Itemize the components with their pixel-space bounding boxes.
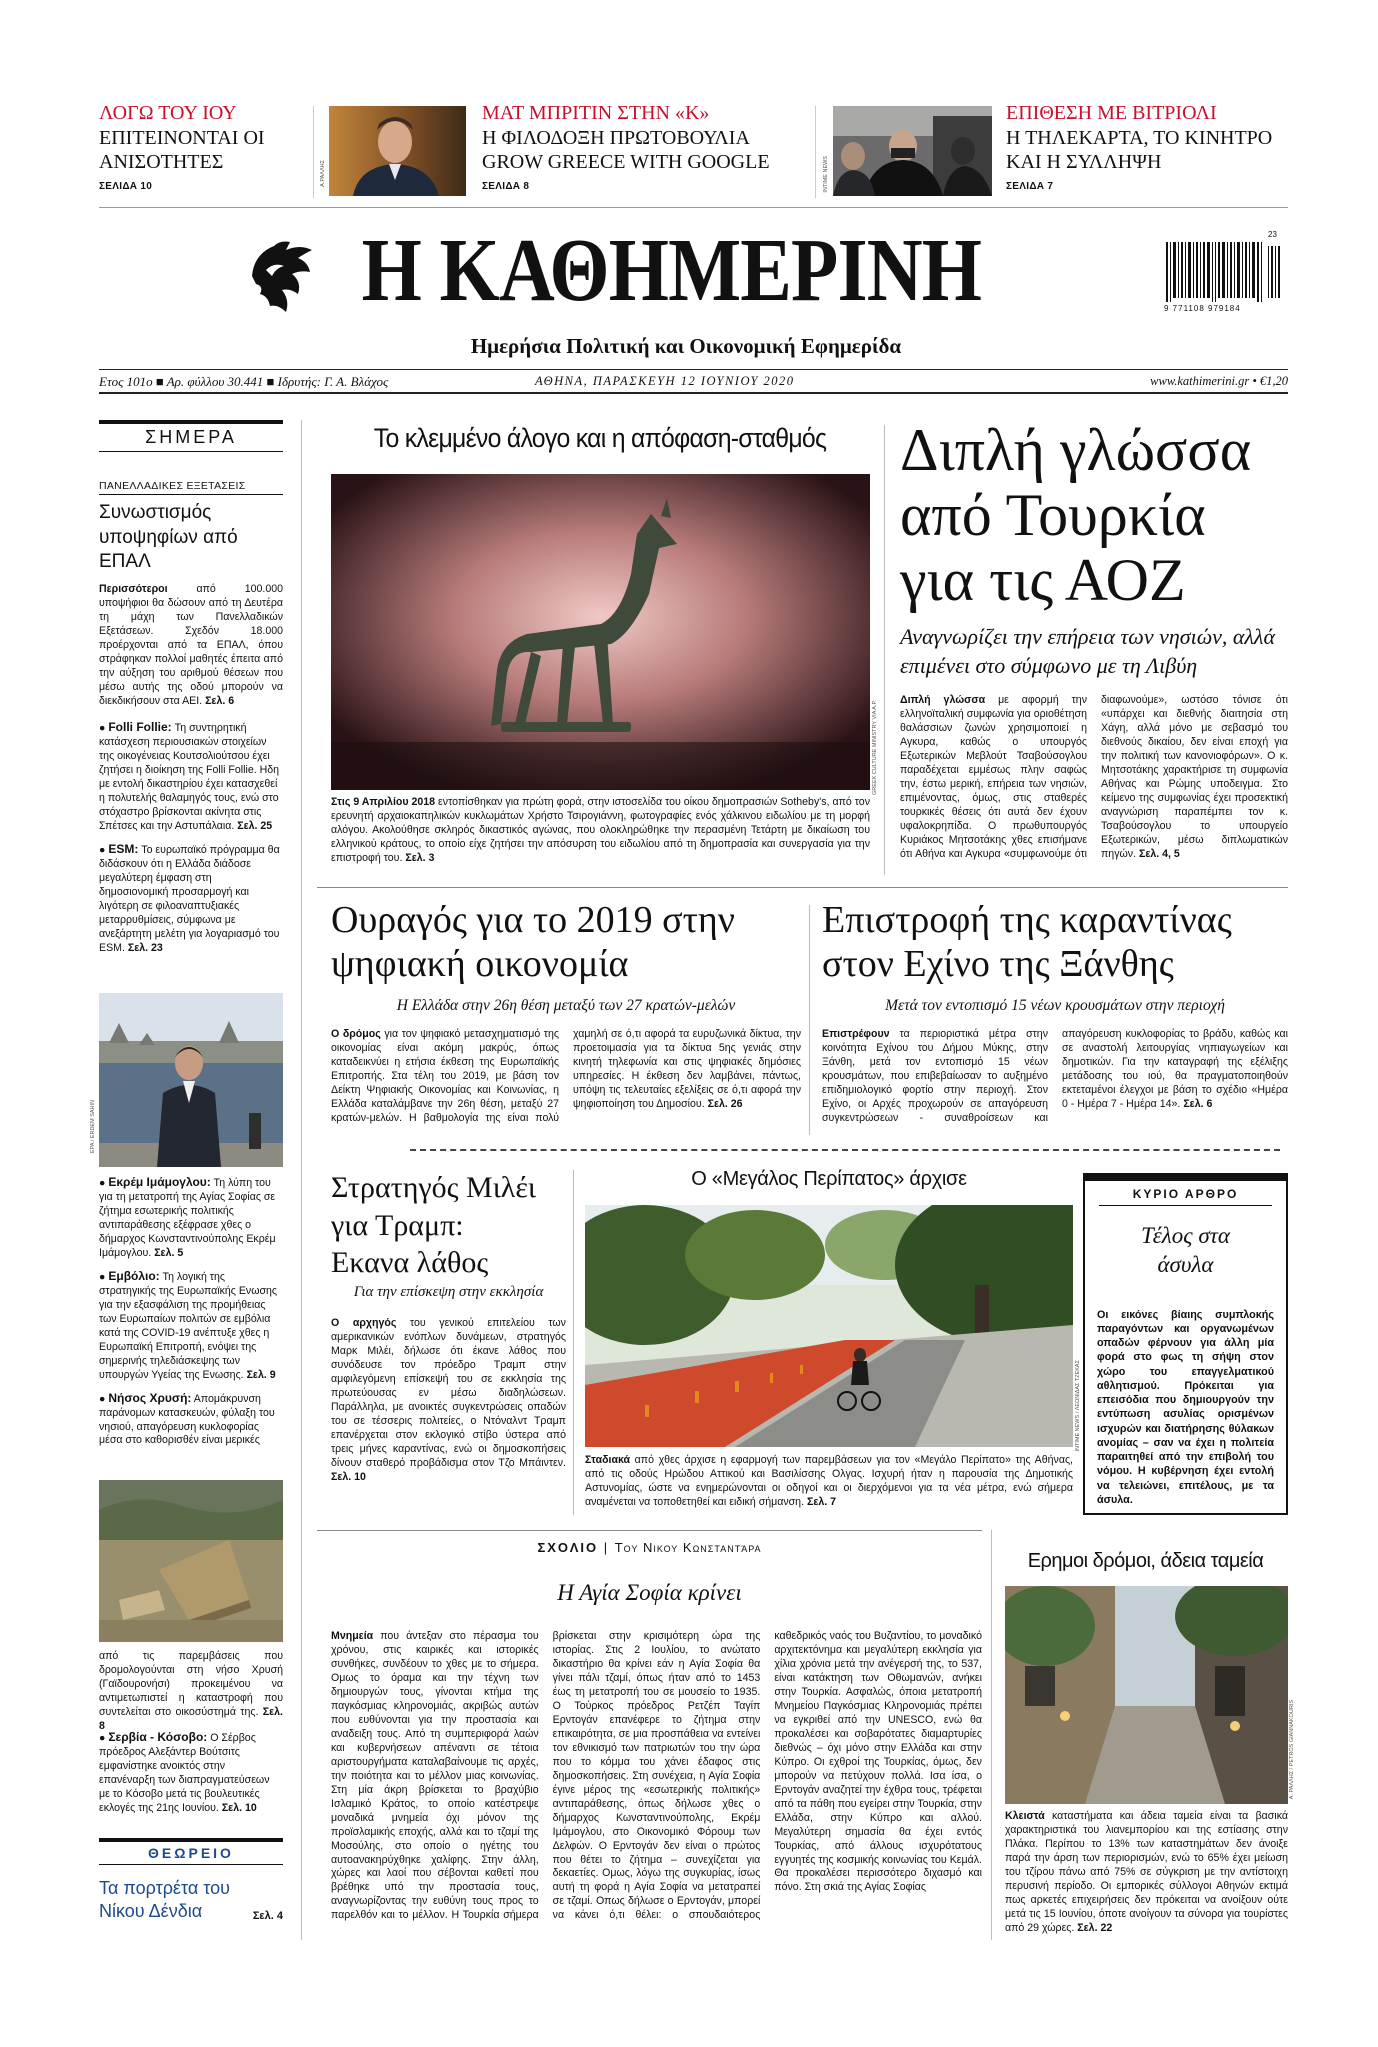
masthead-subtitle: Ημερήσια Πολιτική και Οικονομική Εφημερίδα: [470, 334, 902, 358]
theorio-ref: Σελ. 4: [252, 1909, 283, 1922]
plaka-image: [1005, 1586, 1288, 1804]
site-price[interactable]: www.kathimerini.gr • €1,20: [1150, 374, 1288, 388]
teaser-3[interactable]: [1006, 103, 1296, 192]
photo-credit: GREEK CULTURE MINISTRY VIA A.P.: [872, 700, 878, 795]
barcode-issue: 23: [1268, 230, 1277, 239]
echinos-subheadline: Μετά τον εντοπισμό 15 νέων κρουσμάτων στην περιοχή: [885, 997, 1225, 1014]
bullet-chrysi[interactable]: ● Νήσος Χρυσή: Απομάκρυνση παράνομων κατασκευών, φύλαξη του νησιού, απαγόρευση κυκλοφορίας μέσα στο καθορισθέν είναι μερικές: [99, 1390, 275, 1447]
teaser-photo-brittin[interactable]: [329, 106, 466, 196]
theorio-title: Τα πορτρέτα του Νίκου Δένδια: [99, 1878, 230, 1922]
imamoglu-image: [99, 993, 283, 1167]
photo-credit: INTIME NEWS / ΛΕΩΝΙΔΑΣ ΤΖΕΚΑΣ: [1075, 1360, 1081, 1452]
walk-caption: Σταδιακά από χθες άρχισε η εφαρμογή των παρεμβάσεων για τον «Μεγάλο Περίπατο» της Αθήνας, από τις οδούς Ηρώδου Αττικού και Βασιλίσσης Ολγας. Ισχυρή ήταν η παρουσία της Δημοτικής Αστυνομίας, ώστε να ενημερώνονται οι οδηγοί και οι διερχόμενοι για τα νέα μέτρα, ενώ σήμερα αναμένεται να τοποθετηθεί και ειδική σήμανση. Σελ. 7: [585, 1454, 1073, 1508]
griffin-logo-icon: [246, 236, 318, 316]
masthead-title: Η ΚΑΘΗΜΕΡΙΝΗ: [361, 221, 982, 320]
teaser-page: ΣΕΛΙΔΑ 8: [482, 180, 530, 192]
bullet-serbia[interactable]: ● Σερβία - Κόσοβο: Ο Σέρβος πρόεδρος Αλεξάντερ Βούτσιτς εμφανίστηκε ανοικτός στην επανέναρξη των διαπραγματεύσεων με το Κόσοβο μετά τις βουλευτικές εκλογές της 21ης Ιουνίου. Σελ. 10: [99, 1730, 270, 1814]
teaser-title: ΕΠΙΤΕΙΝΟΝΤΑΙ ΟΙ ΑΝΙΣΟΤΗΤΕΣ: [99, 127, 265, 174]
teaser-1[interactable]: [99, 103, 299, 192]
photo-credit: Α.ΡΑΛΛΗΣ: [320, 160, 326, 187]
chrysi-image: [99, 1480, 283, 1642]
barcode-number: 9 771108 979184: [1164, 304, 1241, 313]
comment-author: Του Νικου Κωνσταντάρα: [614, 1540, 762, 1555]
editorial-title: Τέλος στα άσυλα: [1141, 1223, 1230, 1277]
editorial-box[interactable]: [1083, 1173, 1288, 1515]
arrest-image: [833, 106, 992, 196]
milley-body: Ο αρχηγός του γενικού επιτελείου των αμερικανικών ενόπλων δυνάμεων, στρατηγός Μαρκ Μιλέι, δήλωσε ότι έκανε λάθος που συνόδευσε τον πρόεδρο Τραμπ στην αμφιλεγόμενη επίσκεψή του σε εκκλησία της πρωτεύουσας εν μέσω διαδηλώσεων. Παράλληλα, με ανοικτές συγκεντρώσεις οπαδών του σε τέσσερις πολιτείες, ο Ντόναλντ Τραμπ επανέρχεται στον εκλογικό στίβο ύστερα από τρεις μήνες καραντίνας, ενώ οι δημοσκοπήσεις δίνουν σταθερό προβάδισμα στον Τζο Μπάιντεν. Σελ. 10: [331, 1317, 566, 1483]
horse-caption: Στις 9 Απριλίου 2018 εντοπίσθηκαν για πρώτη φορά, στην ιστοσελίδα του οίκου δημοπρασιών Sotheby's, από τον ερευνητή αρχαιοκαπηλικών κυκλωμάτων Χρήστο Τσιρογιάννη, φωτογραφίες ενός χάλκινου ειδωλίου με τη μορφή αλόγου. Ακολούθησε σκληρός δικαστικός αγώνας, που ολοκληρώθηκε την περασμένη Τετάρτη με δικαίωση του ελληνικού κράτους, το οποίο είχε ζητήσει την απόσυρση του ειδωλίου από τη δημοπρασία και συνεργασία για την επιστροφή του. Σελ. 3: [331, 796, 870, 864]
comment-header: ΣΧΟΛΙΟ | Του Νικου Κωνσταντάρα: [537, 1540, 762, 1555]
comment-label: ΣΧΟΛΙΟ: [537, 1540, 599, 1555]
teaser-title: Η ΦΙΛΟΔΟΞΗ ΠΡΩΤΟΒΟΥΛΙΑ GROW GREECE WITH GOOGLE: [482, 127, 770, 174]
lead-body: Διπλή γλώσσα με αφορμή την ελληνοϊταλική συμφωνία για οριοθέτηση θαλάσσιων ζωνών χρησιμοποιεί η Αγκυρα, καθώς ο υπουργός Εξωτερικών Μεβλούτ Τσαβούσογλου παραδέχεται εμμέσως πλην σαφώς την, έστω μερική, επήρεια των νησιών, επιμένοντας, όμως, στις σταθερές τουρκικές θέσεις ότι αυτά δεν έχουν υφαλοκρηπίδα. Ο πρωθυπουργός Κυριάκος Μητσοτάκης χθες επισήμανε ότι Αθήνα και Αγκυρα «συμφωνούμε ότι διαφωνούμε», ωστόσο τόνισε ότι «υπάρχει και διεθνής διαιτησία στη Χάγη, αλλά μόνο με σεβασμό του διεθνούς δικαίου, δεν είναι εποχή για την πολιτική των κανονιοφόρων». Ο κ. Μητσοτάκης χαρακτήρισε τη συμφωνία Αθήνας και Ρώμης υποδειγμα. Στο κείμενο της συμφωνίας έχει προσεκτική αναγνώριση παραπέμπει τον κ. Τσαβούσογλου το υπουργείο Εξωτερικών, μέσω διπλωματικών πηγών. Σελ. 4, 5: [900, 694, 1288, 860]
lead-body: από 100.000 υποψήφιοι θα δώσουν από τη Δευτέρα τη μάχη των Πανελλαδικών Εξετάσεων. Σχεδόν 18.000 προέρχονται από τα ΕΠΑΛ, όπου στράφηκαν πολλοί μαθητές έπειτα από την αύξηση του αριθμού θέσεων που μέσω αυτής της οδού μπορούν να διεκδικήσουν στα ΑΕΙ.: [99, 583, 283, 707]
teaser-page: ΣΕΛΙΔΑ 7: [1006, 180, 1054, 192]
bullet-folli[interactable]: ● Folli Follie: Τη συντηρητική κατάσχεση περιουσιακών στοιχείων της οικογένειας Κουτσολιούτσου έχει ζητήσει η διοίκηση της Folli Follie. Ηδη με εντολή δικαστηρίου έχει κατασχεθεί η πολυτελής θαλαμηγός τους, ενώ στο στόχαστρο βρίσκονται ακίνητα στις Σπέτσες και την Αστυπάλαια. Σελ. 25: [99, 720, 280, 832]
digital-body: Ο δρόμος για τον ψηφιακό μετασχηματισμό της οικονομίας είναι ακόμη μακρύς, όπως καταδεικνύει η ετήσια έκθεση της Ευρωπαϊκής Επιτροπής. Στα τέλη του 2019, με βάση τον Δείκτη Ψηφιακής Οικονομίας και Κοινωνίας, η Ελλάδα καταλάμβανε την 26η θέση, μεταξύ 27 κρατών-μελών. Η βαθμολογία της είναι πολύ χαμηλή σε ό,τι αφορά τα ευρυζωνικά δίκτυα, την προετοιμασία για τα δίκτυα 5ης γενιάς στην κινητή τηλεφωνία και στις ψηφιακές δημόσιες υπηρεσίες. Η έκθεση δεν λαμβάνει, πάντως, υπόψη τις τελευταίες εξελίξεις σε ό,τι αφορά την ψηφιοποίηση του Δημοσίου. Σελ. 26: [331, 1028, 801, 1124]
editorial-body: Οι εικόνες βίαιης συμπλοκής παραγόντων και οργανωμένων οπαδών φέρνουν για άλλη μία φορά στο φως τη σήψη στον χώρο του επαγγελματικού αθλητισμού. Πρόκειται για επεισόδια που δημιουργούν την εντύπωση ασυλίας ορισμένων ισχυρών και διατήρησης θύλακων ανομίας – σαν να έχει η πολιτεία παραιτηθεί από την επιβολή του νόμου. Η κυβέρνηση έχει εντολή να τελειώνει, επιτέλους, με τα άσυλα.: [1097, 1308, 1274, 1506]
walk-image: [585, 1205, 1073, 1447]
walk-photo[interactable]: [585, 1205, 1073, 1447]
teaser-title: Η ΤΗΛΕΚΑΡΤΑ, ΤΟ ΚΙΝΗΤΡΟ ΚΑΙ Η ΣΥΛΛΗΨΗ: [1006, 127, 1273, 174]
horse-photo[interactable]: [331, 474, 870, 790]
lead-headline[interactable]: Διπλή γλώσσα από Τουρκία για τις ΑΟΖ: [900, 417, 1252, 613]
teaser-2[interactable]: [482, 103, 804, 192]
bullet-imamoglu[interactable]: ● Εκρέμ Ιμάμογλου: Τη λύπη του για τη μετατροπή της Αγίας Σοφίας σε ζήτημα εσωτερικής πολιτικής αντιπαράθεσης εξέφρασε χθες ο δήμαρχος Κωνσταντινούπολης Εκρέμ Ιμάμογλου. Σελ. 5: [99, 1175, 276, 1259]
photo-credit: EPA / ERDEM SAHIN: [90, 1100, 96, 1154]
horse-image: [331, 474, 870, 790]
barcode: [1164, 230, 1284, 324]
left-bullets-2: [99, 1175, 283, 1448]
lead-title[interactable]: Συνωστισμός υποψηφίων από ΕΠΑΛ: [99, 502, 238, 573]
teaser-photo-arrest[interactable]: [833, 106, 992, 196]
photo-credit: A. ΡΑΛΛΗΣ / PETROS GIANNAKOURIS: [1289, 1700, 1295, 1800]
issue-date: ΑΘΗΝΑ, ΠΑΡΑΣΚΕΥΗ 12 ΙΟΥΝΙΟΥ 2020: [535, 374, 795, 388]
kicker: ΠΑΝΕΛΛΑΔΙΚΕΣ ΕΞΕΤΑΣΕΙΣ: [99, 480, 283, 495]
photo-credit: INTIME NEWS: [823, 156, 829, 193]
lead-text: [99, 583, 283, 709]
echinos-headline[interactable]: Επιστροφή της καραντίνας στον Εχίνο της Ξάνθης: [822, 899, 1232, 986]
milley-headline[interactable]: Στρατηγός Μιλέι για Τραμπ: Εκανα λάθος: [331, 1171, 537, 1279]
teaser-kicker: ΛΟΓΩ ΤΟΥ ΙΟΥ: [99, 102, 237, 124]
section-header-today: ΣΗΜΕΡΑ: [145, 427, 237, 447]
digital-headline[interactable]: Ουραγός για το 2019 στην ψηφιακή οικονομία: [331, 899, 735, 986]
walk-title[interactable]: Ο «Μεγάλος Περίπατος» άρχισε: [691, 1168, 967, 1190]
teaser-kicker: ΜΑΤ ΜΠΡΙΤΙΝ ΣΤΗΝ «Κ»: [482, 102, 710, 124]
editorial-header: ΚΥΡΙΟ ΑΡΘΡΟ: [1099, 1181, 1272, 1206]
imamoglu-photo[interactable]: [99, 993, 283, 1167]
chrysi-text: από τις παρεμβάσεις που δρομολογούνται στη νήσο Χρυσή (Γαϊδουρονήσι) προκειμένου να αντιμετωπιστεί η καταστροφή που συντελείται στο οικοσύστημά της. Σελ. 8: [99, 1650, 283, 1732]
chrysi-photo[interactable]: [99, 1480, 283, 1642]
bullet-vaccine[interactable]: ● Εμβόλιο: Τη λογική της στρατηγικής της Ευρωπαϊκής Ενωσης για την εξασφάλιση της προμήθειας των Ευρωπαίων πολιτών σε εμβόλια κατά της COVID-19 ανέπτυξε χθες η Ευρωπαϊκή Επιτροπή, ενόψει της σημερινής τηλεδιάσκεψης των υπουργών Υγείας της Ενωσης. Σελ. 9: [99, 1268, 278, 1381]
empty-title[interactable]: Ερημοι δρόμοι, άδεια ταμεία: [1027, 1550, 1264, 1572]
digital-subheadline: Η Ελλάδα στην 26η θέση μεταξύ των 27 κρατών-μελών: [396, 997, 736, 1014]
portrait-image: [329, 106, 466, 196]
empty-body: Κλειστά καταστήματα και άδεια ταμεία είναι τα βασικά χαρακτηριστικά του λιανεμπορίου και της εστίασης στην Πλάκα. Περίπου το 13% των καταστημάτων δεν άνοιξε παρά την άρση των περιορισμών, ενώ το 65% έχει μείωση του τζίρου πάνω από 75% σε σύγκριση με την αντίστοιχη περυσινή περίοδο. Οι εμπορικές σύλλογοι Αθηνών εκτιμά πως αρκετές επιχειρήσεις δεν πρόκειται να ανοίξουν ούτε μετά τις 15 Ιουνίου, όποτε ανοίγουν τα σύνορα για τουρίστες από 29 χώρες. Σελ. 22: [1005, 1810, 1288, 1934]
left-column: [99, 420, 283, 709]
page-ref[interactable]: Σελ. 6: [205, 694, 235, 707]
comment-body: Μνημεία που άντεξαν στο πέρασμα του χρόνου, στις καιρικές και ιστορικές συνθήκες, συνδέουν το χθες με το σήμερα. Ομως το όραμα και την τέχνη των δημιουργών τους, γίνονται κτήμα της παγκόσμιας κληρονομιάς, ακριβώς αυτών που ευθύνονται για την προστασία και αναδειξη τους. Από τη συμπεριφορά λαών και κυβερνήσεων απέναντι σε τέτοια αριστουργήματα καταλαβαίνουμε τις αρχές, την ποιότητα και το μέλλον μιας κοινωνίας. Στη μία άκρη βρίσκεται το βραχύβιο Ισλαμικό Κράτος, το οποίο κατέστρεψε μοναδικά μνημεία όχι μόνον της προϊσλαμικής εποχής, αλλά και το τζαμί της Μοσούλης, στο οποίο ο ηγέτης του αυτοανακηρύχθηκε χαλίφης. Στην άλλη, χώρες και λαοί που σέβονται καθετί που βρέθηκε υπό την προστασία τους, αναγνωρίζοντας την ευθύνη τους προς το παρελθόν και το μέλλον. Η Τουρκία σήμερα βρίσκεται στην κρισιμότερη ώρα της ιστορίας. Στις 2 Ιουλίου, το ανώτατο δικαστήριο θα κρίνει εάν η Αγία Σοφία θα γίνει πάλι τζαμί, όπως ήταν από το 1453 έως τη μετατροπή του σε μουσείο το 1935. Ο Τούρκος πρόεδρος Ρετζέπ Ταγίπ Ερντογάν επανέφερε το ζήτημα στην επικαιρότητα, σε μια προσπάθεια να εντείνει τον εθνικισμό των πατριωτών του την ώρα που το κόμμα του χάνει έδαφος στις δημοσκοπήσεις. Στη συνέχεια, η Αγία Σοφία έγινε μέρος της «εσωτερικής πολιτικής» αντιπαράθεσης, όπως δήλωσε χθες ο δήμαρχος Κωνσταντινούπολης, Εκρέμ Ιμάμογλου, στο Οικονομικό Φόρουμ των Δελφών. Ο Ερντογάν δεν είναι ο πρώτος που θέτει το ζήτημα – συνεχίζεται για δεκαετίες. Ομως, λόγω της συγκυρίας, ίσως αυτή τη φορά η Αγία Σοφία να μετατραπεί σε τζαμί. Οπως δήλωσε ο Ερντογάν, μπορεί να κάνει ό,τι θέλει: ο σπουδαιότερος καθεδρικός ναός του Βυζαντίου, το μοναδικό αρχιτεκτόνημα και μεγαλύτερη εκκλησία για χίλια χρόνια μετά την ανέγερσή της, το 537, είναι κατάκτηση των Οθωμανών, ανήκει στην Τουρκία. Ασφαλώς, όποια μετατροπή Μνημείου Παγκόσμιας Κληρονομιάς πρέπει να εγκριθεί από την UNESCO, ενώ θα προκαλέσει και σοβαρότατες διαμαρτυρίες διεθνώς – όχι μόνο στην Ελλάδα και στην Κύπρο. Οι εχθροί της Τουρκίας, όμως, δεν μπορούν να πετύχουν πολλά. Ισα ίσα, ο Ερντογάν αναζητεί την έχθρα τους, τρέφεται από τα πάθη που εγείρει στην Τουρκία, στην Ελλάδα, στην Κύπρο και αλλού. Μεγαλύτερη σημασία θα έχει εντός Τουρκίας, από άλλους ισχυρότατους εγγυητές της κοσμικής κοινωνίας του Κεμάλ. Θα προκαλέσει περισσότερο διχασμό και πόνο. Στη σκιά της Αγίας Σοφίας: [331, 1630, 982, 1922]
horse-title[interactable]: Το κλεμμένο άλογο και η απόφαση-σταθμός: [373, 423, 827, 453]
milley-subheadline: Για την επίσκεψη στην εκκλησία: [353, 1284, 544, 1300]
bullet-esm[interactable]: ● ESM: Το ευρωπαϊκό πρόγραμμα θα διδάσκουν ότι η Ελλάδα διάδοσε μεγαλύτερη έμφαση στη δημοσιονομική προσαρμογή και λιγότερη σε φιλοαναπτυξιακές μεταρρυθμίσεις, σύμφωνα με ανεξάρτητη μελέτη για λογαριασμό του ESM. Σελ. 23: [99, 841, 280, 954]
teaser-page: ΣΕΛΙΔΑ 10: [99, 180, 153, 192]
comment-title[interactable]: Η Αγία Σοφία κρίνει: [557, 1580, 742, 1605]
barcode-bars: [1164, 242, 1284, 304]
echinos-body: Επιστρέφουν τα περιοριστικά μέτρα στην κοινότητα Εχίνου του Δήμου Μύκης, στην Ξάνθη, μετά τον εντοπισμό 15 νέων κρουσμάτων, που επιβεβαίωσαν το αυξημένο επιδημιολογικό φορτίο στην περιοχή. Στον Εχίνο, οι Αρχές προχωρούν σε απαγόρευση συγκεντρώσεων - συναθροίσεων και απαγόρευση κυκλοφορίας το βράδυ, καθώς και σε αναστολή λειτουργίας νηπιαγωγείων και δημοτικών. Για την καταγραφή της εξέλιξης μετάδοσης του ιού, θα πραγματοποιηθούν εκτεταμένοι έλεγχοι με βάση το σχέδιο «Ημέρα 0 - Ημέρα 7 - Ημέρα 14». Σελ. 6: [822, 1028, 1288, 1124]
left-bullets-1: [99, 720, 283, 964]
left-bullets-3: [99, 1730, 283, 1816]
theorio-header: ΘΕΩΡΕΙΟ: [148, 1845, 234, 1861]
lead-strong: Περισσότεροι: [99, 583, 168, 596]
issue-info: Ετος 101ο ■ Αρ. φύλλου 30.441 ■ Ιδρυτής: Γ. Α. Βλάχος: [99, 374, 389, 389]
teaser-kicker: ΕΠΙΘΕΣΗ ΜΕ ΒΙΤΡΙΟΛΙ: [1006, 102, 1217, 124]
plaka-photo[interactable]: [1005, 1586, 1288, 1804]
lead-subheadline: Αναγνωρίζει την επήρεια των νησιών, αλλά επιμένει στο σύμφωνο με τη Λιβύη: [900, 624, 1275, 678]
theorio-box[interactable]: [99, 1838, 283, 1922]
